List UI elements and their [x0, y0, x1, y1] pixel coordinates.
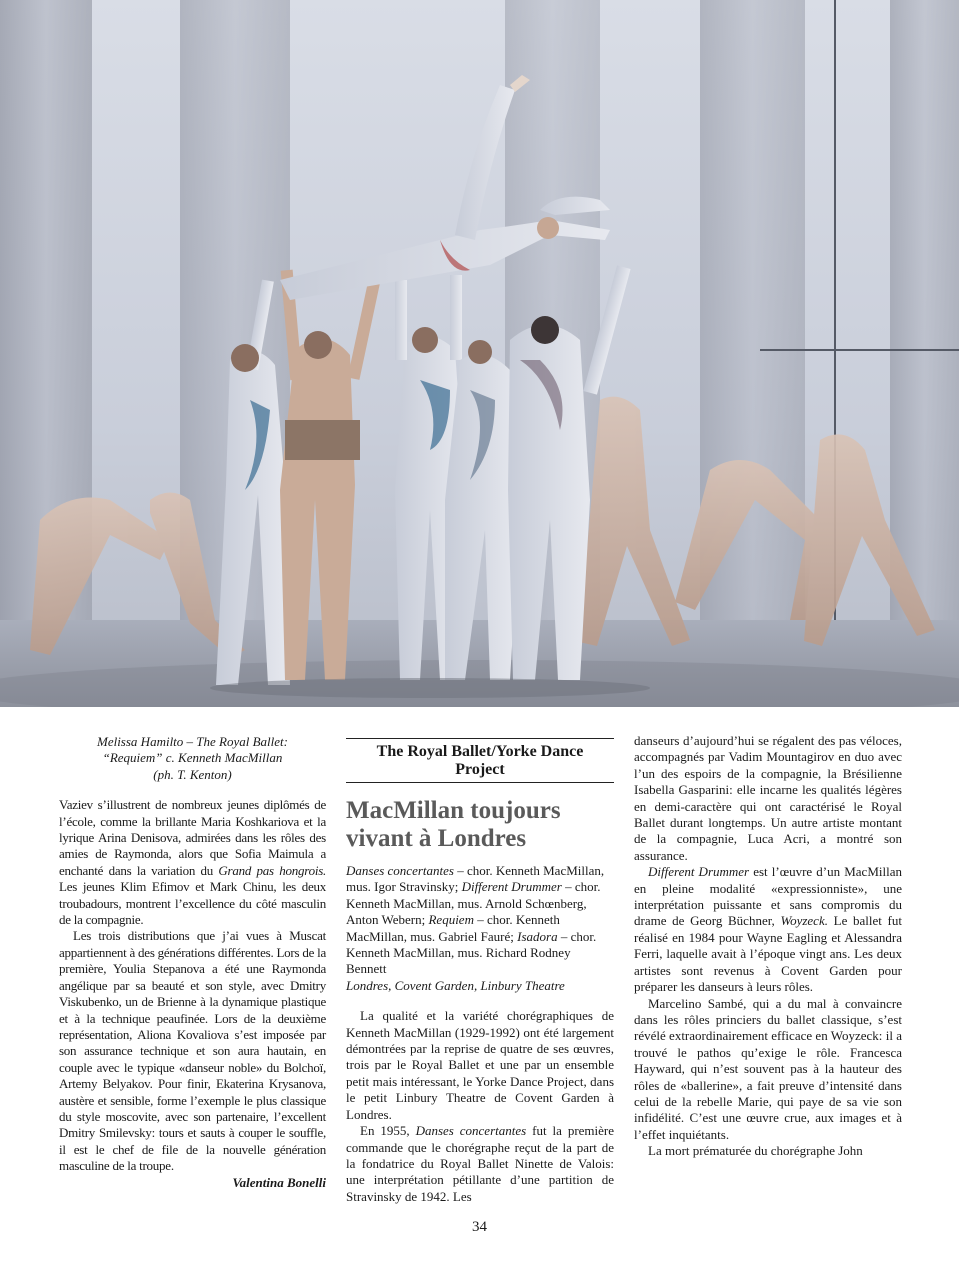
paragraph: Different Drummer est l’œuvre d’un MacMillan en pleine modalité «expressionniste», une interprétation puissante et sans compromis du drame de Georg Büchner, Woyzeck. Le ballet fut réalisé en 1984 pour Wayne Eagling et Alessandra Ferri, laquelle avait à l’époque vingt ans. Les deux artistes sont revenus à Covent Garden pour préparer les danseurs à leurs rôles. [634, 864, 902, 995]
page-number: 34 [472, 1219, 487, 1235]
paragraph: La mort prématurée du chorégraphe John [648, 1143, 863, 1159]
paragraph: La qualité et la variété chorégraphiques de Kenneth MacMillan (1929-1992) ont été largement démontrées par la reprise de quatre de ses œuvres, trois par le Royal Ballet et une par un ensemble petit mais intéressant, le Yorke Dance Project, dans le petit Linbury Theatre de Covent Garden à Londres. [346, 1008, 614, 1122]
column-2 [346, 730, 614, 1205]
paragraph: Les trois distributions que j’ai vues à Muscat appartiennent à des générations différentes. Lors de la première, Youlia Stepanova a été une Raymonda angélique par sa beauté et son style, avec Dmitry Viskubenko, un de Brienne à la dynamique plastique et à la technique peaufinée. Lors de la deuxième représentation, Aliona Kovaliova s’est imposée par son assurance technique et son aura hautain, en couple avec le typique «danseur noble» du Bolchoï, Artemy Belyakov. Pour finir, Ekaterina Krysanova, austère et sensible, forme l’exemple le plus classique du style moscovite, avec son partenaire, l’excellent Dmitry Smilevsky: tours et sauts à couper le souffle, il est le chef de file de la nouvelle génération masculine de la troupe. [59, 928, 326, 1174]
caption-line-1: Melissa Hamilto – The Royal Ballet: [96, 734, 288, 749]
paragraph: Marcelino Sambé, qui a du mal à convaincre dans les rôles princiers du ballet classique, s’est révélé extraordinairement efficace en Woyzeck: il a trouvé le pathos qu’exige le rôle. Francesca Hayward, qui n’est souvent pas à la hauteur des rôles de «ballerine», a fait preuve d’intensité dans celui de la rebelle Marie, qui paye de sa vie son infidélité. C’est une œuvre crue, aux images et à l’effet inquiétants. [634, 995, 902, 1142]
paragraph: En 1955, Danses concertantes fut la première commande que le chorégraphe reçut de la part de la fondatrice du Royal Ballet Ninette de Valois: une interprétation pétillante d’une partition de Stravinsky de 1942. Les [346, 1123, 615, 1204]
paragraph: danseurs d’aujourd’hui se régalent des pas véloces, accompagnés par Vadim Mountagirov en duo avec l’un des espoirs de la compagnie, la Brésilienne Isabella Gasparini: elle incarne les qualités légères en demi-caractère qui ont caractérisé le Royal Ballet durant longtemps. Un autre artiste montant de la compagnie, Luca Acri, a montré son assurance. [634, 733, 902, 863]
column-1 [59, 730, 326, 1191]
caption-line-3: (ph. T. Kenton) [153, 766, 232, 782]
photo-caption [59, 734, 326, 783]
column-3 [634, 733, 902, 1160]
article-headline: MacMillan toujours vivant à Londres [346, 797, 561, 852]
section-header: The Royal Ballet/Yorke Dance Project [346, 738, 614, 783]
author-signature: Valentina Bonelli [232, 1174, 326, 1190]
caption-line-2: “Requiem” c. Kenneth MacMillan [102, 750, 283, 766]
paragraph: Vaziev s’illustrent de nombreux jeunes diplômés de l’école, comme la brillante Maria Koshkariova et la lyrique Arina Denisova, admirées dans les rôles des amies de Raymonda, alors que Sofia Maimula a enchanté dans la variation du Grand pas hongrois. Les jeunes Klim Efimov et Mark Chinu, les deux troubadours, montrent l’excellence du côté masculin de la compagnie. [59, 797, 326, 928]
venue-line: Londres, Covent Garden, Linbury Theatre [346, 977, 565, 993]
performance-credits: Danses concertantes – chor. Kenneth MacMillan, mus. Igor Stravinsky; Different Drummer – chor. Kenneth MacMillan, mus. Arnold Schœnberg, Anton Webern; Requiem – chor. Kenneth MacMillan, mus. Gabriel Fauré; Isadora – chor. Kenneth MacMillan, mus. Richard Rodney Bennett [346, 863, 605, 977]
